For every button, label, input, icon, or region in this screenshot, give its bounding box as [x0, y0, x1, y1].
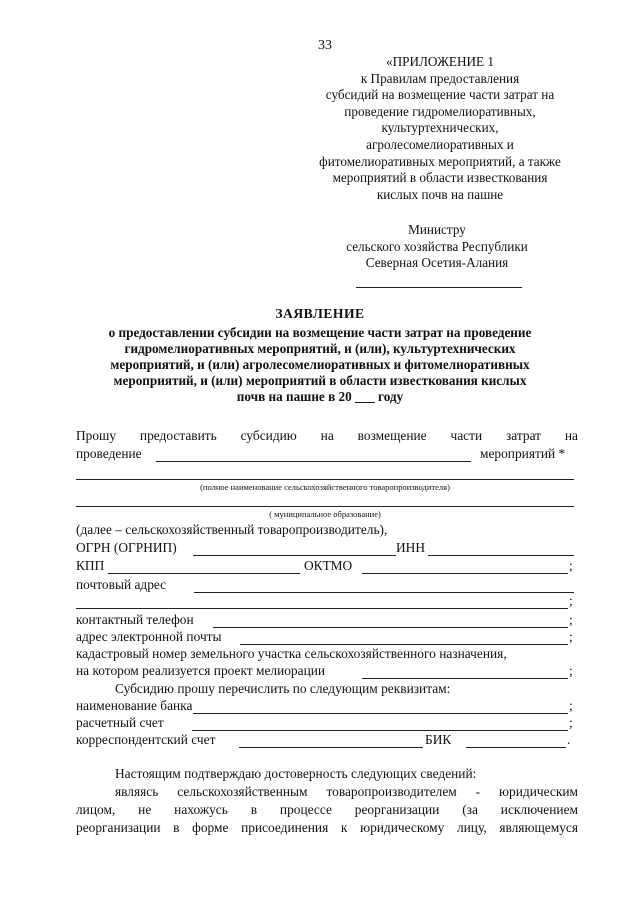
confirm-paragraph-line: лицом, не нахожусь в процессе реорганизации (за исключением — [76, 802, 578, 817]
appendix-header — [292, 54, 588, 203]
corr-account-field[interactable] — [239, 747, 423, 748]
municipal-caption: ( муниципальное образование) — [269, 509, 381, 519]
document-title: ЗАЯВЛЕНИЕ — [275, 306, 365, 321]
request-text: Прошу предоставить субсидию на возмещение части затрат на — [76, 428, 578, 443]
producer-name-field[interactable] — [76, 479, 574, 480]
bik-field[interactable] — [466, 747, 566, 748]
addressee-block — [322, 222, 552, 272]
confirm-paragraph-line: реорганизации в форме присоединения к юридическому лицу, являющемуся — [76, 820, 578, 835]
cadastral-field[interactable] — [362, 678, 568, 679]
appendix-line: проведение гидромелиоративных, — [344, 103, 536, 119]
corr-account-label: корреспондентский счет — [76, 732, 216, 747]
appendix-line: фитомелиоративных мероприятий, а также — [319, 153, 561, 169]
kpp-field[interactable] — [108, 573, 300, 574]
account-field[interactable] — [192, 730, 568, 731]
subtitle-line: мероприятий, и (или) мероприятий в области известкования кислых — [113, 373, 527, 388]
subtitle-line: мероприятий, и (или) агролесомелиоративных и фитомелиоративных — [110, 357, 530, 372]
oktmo-field[interactable] — [362, 573, 568, 574]
semicolon: ; — [569, 715, 573, 730]
request-suffix: мероприятий * — [480, 446, 566, 461]
producer-name-caption: (полное наименование сельскохозяйственного товаропроизводителя) — [200, 482, 450, 492]
period: . — [567, 732, 571, 747]
bank-name-label: наименование банка — [76, 698, 193, 713]
subtitle-line: гидромелиоративных мероприятий, и (или), культуртехнических — [124, 341, 516, 356]
appendix-line: кислых почв на пашне — [376, 186, 504, 202]
transfer-intro: Субсидию прошу перечислить по следующим реквизитам: — [115, 681, 451, 696]
ogrn-field[interactable] — [193, 555, 396, 556]
phone-field[interactable] — [213, 627, 568, 628]
bank-name-field[interactable] — [193, 713, 568, 714]
semicolon: ; — [569, 593, 573, 608]
postal-address-field[interactable] — [194, 592, 574, 593]
appendix-line: агролесомелиоративных и — [366, 136, 514, 152]
confirm-paragraph-line: являясь сельскохозяйственным товаропроизводителем - юридическим — [115, 784, 578, 799]
addressee-line: Северная Осетия-Алания — [365, 255, 509, 271]
cadastral-label: кадастровый номер земельного участка сельскохозяйственного назначения, — [76, 646, 507, 661]
cadastral-label-2: на котором реализуется проект мелиорации — [76, 663, 326, 678]
addressee-line: Министру — [408, 222, 466, 237]
inn-field[interactable] — [428, 555, 574, 556]
municipal-field[interactable] — [76, 506, 574, 507]
oktmo-label: ОКТМО — [304, 558, 353, 573]
appendix-line: «ПРИЛОЖЕНИЕ 1 — [386, 54, 494, 69]
kpp-label: КПП — [76, 558, 105, 573]
subtitle-line: о предоставлении субсидии на возмещение части затрат на проведение — [108, 325, 532, 340]
ogrn-label: ОГРН (ОГРНИП) — [76, 540, 177, 555]
request-prefix: проведение — [76, 446, 142, 461]
semicolon: ; — [569, 612, 573, 627]
addressee-line: сельского хозяйства Республики — [346, 238, 528, 254]
appendix-line: субсидий на возмещение части затрат на — [325, 87, 555, 103]
document-subtitle — [40, 325, 600, 405]
hereinafter-text: (далее – сельскохозяйственный товаропроизводитель), — [76, 522, 388, 537]
appendix-line: к Правилам предоставления — [360, 70, 520, 86]
email-label: адрес электронной почты — [76, 629, 222, 644]
account-label: расчетный счет — [76, 715, 164, 730]
appendix-line: мероприятий в области известкования — [332, 170, 548, 186]
confirm-intro: Настоящим подтверждаю достоверность следующих сведений: — [115, 766, 477, 781]
addressee-signature-line[interactable] — [356, 287, 522, 288]
phone-label: контактный телефон — [76, 612, 194, 627]
bik-label: БИК — [425, 732, 452, 747]
postal-address-label: почтовый адрес — [76, 577, 167, 592]
semicolon: ; — [569, 698, 573, 713]
subtitle-line: почв на пашне в 20 ___ году — [236, 389, 404, 404]
semicolon: ; — [569, 663, 573, 678]
inn-label: ИНН — [396, 540, 426, 555]
appendix-line: культуртехнических, — [381, 120, 499, 136]
semicolon: ; — [569, 629, 573, 644]
semicolon: ; — [569, 558, 573, 573]
email-field[interactable] — [240, 644, 568, 645]
measures-field[interactable] — [156, 461, 471, 462]
page-number: 33 — [318, 38, 332, 53]
postal-address-field-2[interactable] — [76, 608, 568, 609]
